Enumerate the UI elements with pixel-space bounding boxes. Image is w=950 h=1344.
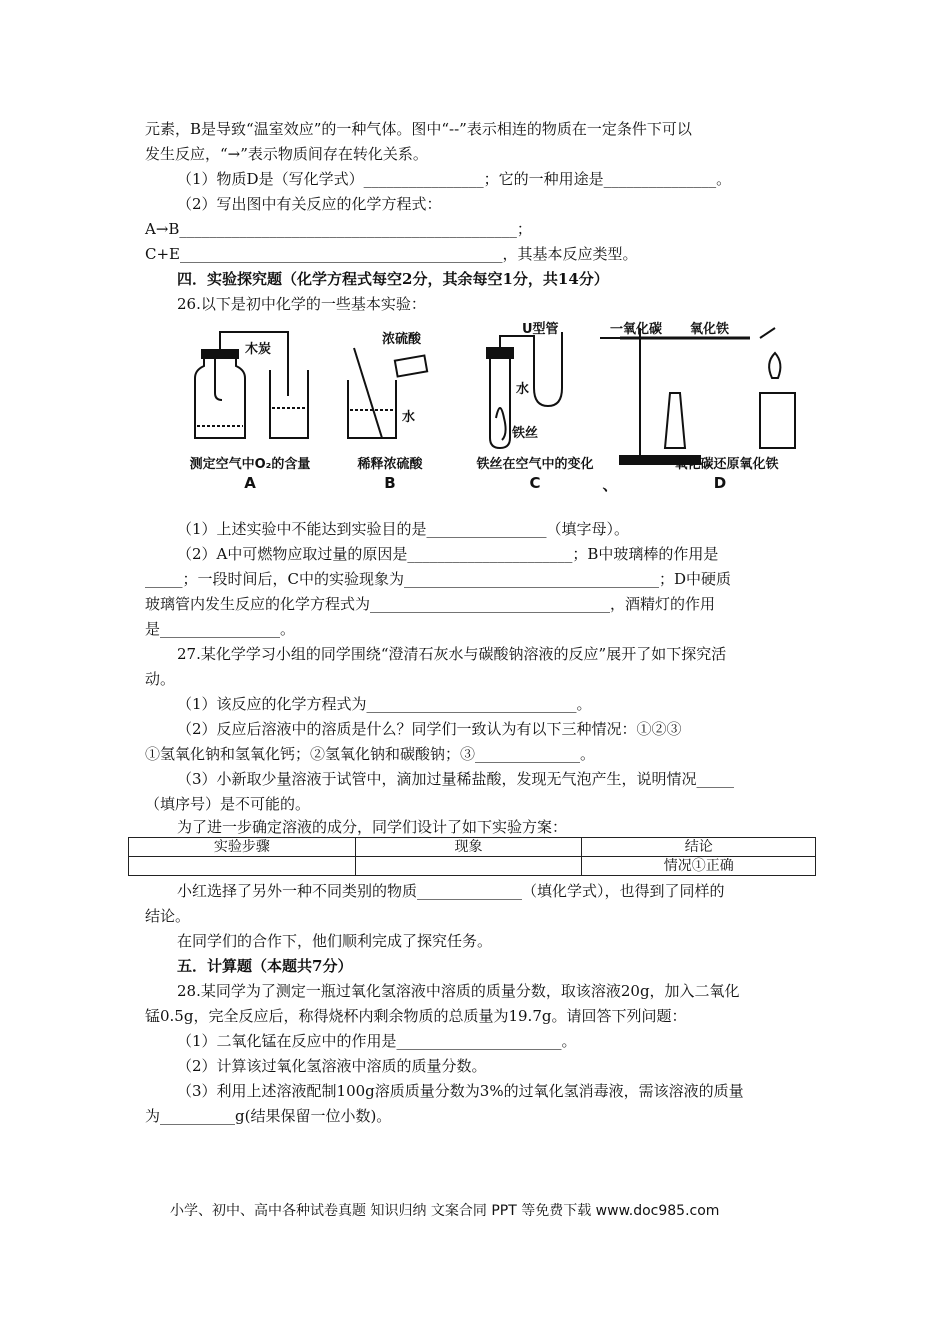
text-line: 为__________g(结果保留一位小数)。 xyxy=(145,1107,392,1125)
table-cell xyxy=(355,857,582,876)
options-line: ①氢氧化钠和氢氧化钙；②氢氧化钠和碳酸钠；③______________。 xyxy=(145,745,596,763)
glass-rod xyxy=(354,348,382,438)
label-u-tube: U型管 xyxy=(522,322,559,337)
experiment-figures xyxy=(170,318,800,498)
text-line: 元素，B是导致“温室效应”的一种气体。图中“--”表示相连的物质在一定条件下可以 xyxy=(145,120,692,138)
text-line: 发生反应，“→”表示物质间存在转化关系。 xyxy=(145,145,428,163)
text-line: （填序号）是不可能的。 xyxy=(145,795,311,813)
section-heading-4: 四．实验探究题（化学方程式每空2分，其余每空1分，共14分） xyxy=(177,270,609,288)
caption-b: 稀释浓硫酸 xyxy=(357,457,423,472)
label-charcoal: 木炭 xyxy=(245,342,272,357)
table-header: 结论 xyxy=(582,838,816,857)
alcohol-lamp xyxy=(665,393,685,448)
question-27-2: （2）反应后溶液中的溶质是什么？同学们一致认为有以下三种情况：①②③ xyxy=(177,720,682,738)
table-header-row xyxy=(129,838,816,857)
text-line: 小红选择了另外一种不同类别的物质______________（填化学式），也得到了同样的 xyxy=(177,882,725,900)
label-iron-oxide: 氧化铁 xyxy=(690,322,730,337)
question-27-1: （1）该反应的化学方程式为____________________________。 xyxy=(177,695,592,713)
letter-d: D xyxy=(713,474,727,492)
page-footer: 小学、初中、高中各种试卷真题 知识归纳 文案合同 PPT 等免费下载 www.doc985.com xyxy=(170,1203,720,1219)
flame xyxy=(769,353,780,378)
caption-d: 一氧化碳还原氧化铁 xyxy=(661,457,779,472)
label-conc-acid: 浓硫酸 xyxy=(382,332,422,347)
question-28-3: （3）利用上述溶液配制100g溶质质量分数为3%的过氧化氢消毒液，需该溶液的质量 xyxy=(177,1082,744,1100)
letter-b: B xyxy=(384,474,396,492)
stray-mark: 、 xyxy=(602,476,618,494)
table-cell: 情况①正确 xyxy=(582,857,816,876)
label-water-b: 水 xyxy=(402,410,416,425)
table-header: 实验步骤 xyxy=(129,838,356,857)
question-28-stem: 28.某同学为了测定一瓶过氧化氢溶液中溶质的质量分数，取该溶液20g，加入二氧化 xyxy=(177,982,740,1000)
caption-a: 测定空气中O₂的含量 xyxy=(189,457,311,472)
question-28-2: （2）计算该过氧化氢溶液中溶质的质量分数。 xyxy=(177,1057,487,1075)
letter-a: A xyxy=(244,474,256,492)
acid-bottle xyxy=(395,356,427,377)
equation-c-e: C+E___________________________________________，其基本反应类型。 xyxy=(145,245,638,263)
caption-c: 铁丝在空气中的变化 xyxy=(476,457,594,472)
section-heading-5: 五．计算题（本题共7分） xyxy=(177,957,353,975)
question-27-stem: 27.某化学学习小组的同学围绕“澄清石灰水与碳酸钠溶液的反应”展开了如下探究活 xyxy=(177,645,727,663)
iron-wire xyxy=(496,408,506,440)
question-26-1: （1）上述实验中不能达到实验目的是________________（填字母）。 xyxy=(177,520,630,538)
question-28-1: （1）二氧化锰在反应中的作用是______________________。 xyxy=(177,1032,577,1050)
combustion-spoon xyxy=(215,358,222,400)
table-row xyxy=(129,857,816,876)
text-line: _____；一段时间后，C中的实验现象为__________________________________；D中硬质 xyxy=(145,570,732,588)
question-26-2: （2）A中可燃物应取过量的原因是______________________；B中玻璃棒的作用是 xyxy=(177,545,719,563)
text-line: 锰0.5g，完全反应后，称得烧杯内剩余物质的总质量为19.7g。请回答下列问题： xyxy=(145,1007,687,1025)
text-line: 动。 xyxy=(145,670,176,688)
experiment-table xyxy=(128,837,816,876)
label-water-c: 水 xyxy=(516,382,530,397)
table-intro: 为了进一步确定溶液的成分，同学们设计了如下实验方案： xyxy=(177,818,568,836)
question-25-2: （2）写出图中有关反应的化学方程式： xyxy=(177,195,442,213)
lamp-stand xyxy=(760,393,795,448)
label-iron-wire: 铁丝 xyxy=(512,426,539,441)
stopper xyxy=(202,350,238,358)
text-line: 结论。 xyxy=(145,907,191,925)
label-carbon-monoxide: 一氧化碳 xyxy=(610,322,663,337)
equation-a-b: A→B_____________________________________________； xyxy=(145,220,532,238)
letter-c: C xyxy=(529,474,541,492)
question-27-3: （3）小新取少量溶液于试管中，滴加过量稀盐酸，发现无气泡产生，说明情况_____ xyxy=(177,770,735,788)
question-26-stem: 26.以下是初中化学的一些基本实验： xyxy=(177,295,426,313)
table-cell xyxy=(129,857,356,876)
question-25-1: （1）物质D是（写化学式）________________；它的一种用途是_______________。 xyxy=(177,170,732,188)
text-line: 在同学们的合作下，他们顺利完成了探究任务。 xyxy=(177,932,493,950)
text-line: 玻璃管内发生反应的化学方程式为________________________________，酒精灯的作用 xyxy=(145,595,716,613)
table-header: 现象 xyxy=(355,838,582,857)
test-tube xyxy=(490,358,510,448)
text-line: 是________________。 xyxy=(145,620,296,638)
